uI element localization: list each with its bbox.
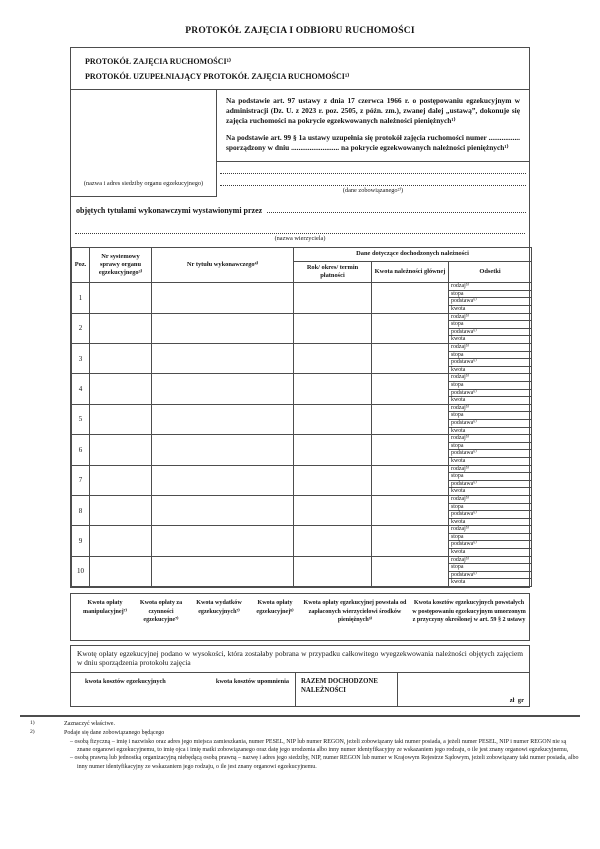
claim-row <box>72 465 532 473</box>
col-header-kwota-glowna: Kwota należności głównej <box>372 261 449 283</box>
currency-label: zł gr <box>509 696 524 704</box>
interest-subrow-label: stopa <box>449 382 532 390</box>
fee-label-6: Kwota kosztów egzekucyjnych powstałych w postępowaniu egzekucyjnym umorzonym z przyczyny określonej w art. 59 § 2 ustawy <box>412 600 526 624</box>
reminder-costs-label: kwota kosztów upomnienia <box>215 677 289 685</box>
interest-subrow-label: podstawa⁶⁾ <box>449 298 532 306</box>
claim-cell-kwota-glowna <box>372 344 449 374</box>
claim-cell-rok-okres <box>294 283 372 313</box>
claim-cell-rok-okres <box>294 526 372 556</box>
interest-subrow-label: kwota <box>449 427 532 435</box>
fees-box <box>70 593 530 641</box>
claim-cell-nr-tytulu <box>152 556 294 586</box>
interest-subrow-label: rodzaj⁵⁾ <box>449 435 532 443</box>
col-header-poz: Poz. <box>72 248 90 283</box>
legal-and-debtor-cell <box>217 90 529 197</box>
interest-subrow-label: stopa <box>449 533 532 541</box>
claims-table-body <box>72 283 532 587</box>
claim-cell-nr-tytulu <box>152 465 294 495</box>
interest-subrow-label: kwota <box>449 457 532 465</box>
interest-subrow-label: podstawa⁶⁾ <box>449 571 532 579</box>
costs-labels-cell <box>71 673 295 706</box>
footnote-number: 1) <box>30 719 35 726</box>
executive-titles-label: objętych tytułami wykonawczymi wystawionymi przez <box>76 206 263 216</box>
total-claims-value-cell <box>398 673 529 706</box>
claim-row <box>72 344 532 352</box>
interest-subrow-label: rodzaj⁵⁾ <box>449 374 532 382</box>
document-title: PROTOKÓŁ ZAJĘCIA I ODBIORU RUCHOMOŚCI <box>185 26 415 36</box>
claim-cell-kwota-glowna <box>372 495 449 525</box>
fee-label-1: Kwota opłaty manipulacyjnej⁷⁾ <box>83 600 127 615</box>
interest-subrow-label: rodzaj⁵⁾ <box>449 465 532 473</box>
claims-table-header <box>72 248 532 283</box>
interest-subrow-label: podstawa⁶⁾ <box>449 450 532 458</box>
footnote-number: 2) <box>30 729 35 736</box>
executive-titles-line <box>74 206 526 215</box>
interest-subrow-label: kwota <box>449 397 532 405</box>
fee-amount-note: Kwotę opłaty egzekucyjnej podano w wysokości, która zostałaby pobrana w przypadku całkowitego wyegzekwowania należności objętych zajęciem w dniu sporządzenia protokołu zajęcia <box>71 646 529 673</box>
claim-row <box>72 374 532 382</box>
claim-position-number: 3 <box>72 344 90 374</box>
claim-cell-rok-okres <box>294 465 372 495</box>
claim-position-number: 9 <box>72 526 90 556</box>
claim-cell-nr-tytulu <box>152 404 294 434</box>
claim-cell-kwota-glowna <box>372 404 449 434</box>
claim-cell-kwota-glowna <box>372 435 449 465</box>
interest-subrow-label: podstawa⁶⁾ <box>449 359 532 367</box>
footnote-separator <box>20 715 580 717</box>
protocol-option-2: PROTOKÓŁ UZUPEŁNIAJĄCY PROTOKÓŁ ZAJĘCIA RUCHOMOŚCI¹⁾ <box>85 72 350 82</box>
legal-paragraph-2: Na podstawie art. 99 § 1a ustawy uzupełnia się protokół zajęcia ruchomości numer ................. sporządzony w dniu .......................... na pokrycie egzekwowanych należności pieniężnych¹⁾ <box>226 133 520 153</box>
claim-cell-rok-okres <box>294 404 372 434</box>
footnote-list-item: – osobą prawną lub jednostką organizacyjną niebędącą osobą prawną – nazwę i adres jego siedziby, NIP, numer REGON lub numer w Krajowym Rejestrze Sądowym, jeżeli zobowiązany taki numer posiada, albo inny numer identyfikacyjny ze wskazaniem jego rodzaju, o ile jest znany organowi egzekucyjnemu. <box>70 755 579 770</box>
claim-cell-nr-systemowy <box>90 374 152 404</box>
interest-subrow-label: rodzaj⁵⁾ <box>449 404 532 412</box>
legal-basis-box <box>217 90 529 162</box>
claims-table <box>71 247 532 587</box>
claim-position-number: 2 <box>72 313 90 343</box>
claim-row <box>72 556 532 564</box>
claim-row <box>72 495 532 503</box>
claim-position-number: 5 <box>72 404 90 434</box>
footnote-text: Zaznaczyć właściwe. <box>64 720 115 727</box>
interest-subrow-label: stopa <box>449 321 532 329</box>
interest-subrow-label: stopa <box>449 290 532 298</box>
interest-subrow-label: podstawa⁶⁾ <box>449 480 532 488</box>
interest-subrow-label: kwota <box>449 366 532 374</box>
claim-cell-nr-systemowy <box>90 526 152 556</box>
protocol-option-1: PROTOKÓŁ ZAJĘCIA RUCHOMOŚCI¹⁾ <box>85 57 232 66</box>
claim-cell-kwota-glowna <box>372 526 449 556</box>
form-outer-box <box>70 47 530 588</box>
interest-subrow-label: rodzaj⁵⁾ <box>449 283 532 291</box>
fee-label-2: Kwota opłaty za czynności egzekucyjne⁷⁾ <box>139 600 183 624</box>
interest-subrow-label: rodzaj⁵⁾ <box>449 313 532 321</box>
claim-cell-rok-okres <box>294 374 372 404</box>
claim-cell-nr-tytulu <box>152 344 294 374</box>
organ-cell <box>71 90 217 197</box>
claim-cell-rok-okres <box>294 556 372 586</box>
interest-subrow-label: rodzaj⁵⁾ <box>449 526 532 534</box>
claim-cell-nr-tytulu <box>152 435 294 465</box>
creditor-fill-line <box>75 215 525 234</box>
claim-cell-nr-systemowy <box>90 435 152 465</box>
claim-position-number: 8 <box>72 495 90 525</box>
claim-row <box>72 435 532 443</box>
footnote-list-item: – osobą fizyczną – imię i nazwisko oraz adres jego miejsca zamieszkania, numer PESEL, NIP lub numer REGON, jeżeli zobowiązany taki numer posiada, a jeżeli numer PESEL, NIP i numer REGON nie są znane organowi egzekucyjnemu, to imię ojca i imię matki zobowiązanego oraz datę jego urodzenia albo inny numer identyfikacyjny ze wskazaniem jego rodzaju, o ile jest znany organowi egzekucyjnemu, <box>70 738 569 754</box>
claim-cell-nr-tytulu <box>152 495 294 525</box>
claim-position-number: 4 <box>72 374 90 404</box>
interest-subrow-label: kwota <box>449 549 532 557</box>
claim-cell-rok-okres <box>294 344 372 374</box>
claim-cell-nr-systemowy <box>90 283 152 313</box>
debtor-fill-line-2 <box>220 174 526 186</box>
interest-subrow-label: stopa <box>449 503 532 511</box>
interest-subrow-label: stopa <box>449 412 532 420</box>
interest-subrow-label: rodzaj⁵⁾ <box>449 344 532 352</box>
claim-position-number: 6 <box>72 435 90 465</box>
col-header-nr-systemowy: Nr systemowy sprawy organu egzekucyjnego³⁾ <box>90 248 152 283</box>
claim-position-number: 7 <box>72 465 90 495</box>
interest-subrow-label: stopa <box>449 351 532 359</box>
executive-titles-fill-line <box>267 206 526 213</box>
debtor-label: (dane zobowiązanego²⁾) <box>342 187 404 195</box>
claim-cell-nr-tytulu <box>152 283 294 313</box>
interest-subrow-label: stopa <box>449 473 532 481</box>
interest-subrow-label: kwota <box>449 336 532 344</box>
organ-label: (nazwa i adres siedziby organu egzekucyjnego) <box>83 180 204 188</box>
claim-cell-kwota-glowna <box>372 556 449 586</box>
claim-row <box>72 283 532 291</box>
interest-subrow-label: podstawa⁶⁾ <box>449 541 532 549</box>
claim-cell-nr-systemowy <box>90 556 152 586</box>
footnotes <box>30 720 580 771</box>
claim-cell-rok-okres <box>294 313 372 343</box>
footnote-text: Podaje się dane zobowiązanego będącego – osobą fizyczną – imię i nazwisko oraz adres jego miejsca zamieszkania, numer PESEL, NIP lub numer REGON, jeżeli zobowiązany taki numer posiada, a jeżeli numer PESEL, NIP i numer REGON nie są znane organowi egzekucyjnemu, to imię ojca i imię matki zobowiązanego oraz datę jego urodzenia albo inny numer identyfikacyjny ze wskazaniem jego rodzaju, o ile jest znany organowi egzekucyjnemu, – osobą prawną lub jednostką organizacyjną niebędącą osobą prawną – nazwę i adres jego siedziby, NIP, numer REGON lub numer w Krajowym Rejestrze Sądowym, jeżeli zobowiązany taki numer posiada, albo inny numer identyfikacyjny ze wskazaniem jego rodzaju, o ile jest znany organowi egzekucyjnemu. <box>64 730 579 770</box>
creditor-section <box>71 197 529 244</box>
claim-cell-nr-systemowy <box>90 344 152 374</box>
total-claims-row <box>71 673 529 706</box>
organ-and-legal-row <box>71 90 529 197</box>
col-header-rok-okres: Rok/ okres/ termin płatności <box>294 261 372 283</box>
claim-row <box>72 313 532 321</box>
interest-subrow-label: kwota <box>449 579 532 587</box>
claim-cell-nr-systemowy <box>90 495 152 525</box>
fee-label-5: Kwota opłaty egzekucyjnej powstała od zapłaconych wierzycielowi środków pieniężnych⁹⁾ <box>303 600 407 624</box>
claim-cell-nr-tytulu <box>152 374 294 404</box>
fee-label-3: Kwota wydatków egzekucyjnych⁷⁾ <box>196 600 242 615</box>
claim-cell-kwota-glowna <box>372 283 449 313</box>
claim-position-number: 10 <box>72 556 90 586</box>
claim-row <box>72 526 532 534</box>
summary-box <box>70 645 530 707</box>
fee-label-4: Kwota opłaty egzekucyjnej⁸⁾ <box>256 600 294 615</box>
claim-row <box>72 404 532 412</box>
debtor-fill-line-1 <box>220 162 526 174</box>
interest-subrow-label: stopa <box>449 564 532 572</box>
claim-cell-nr-systemowy <box>90 465 152 495</box>
claim-cell-nr-systemowy <box>90 313 152 343</box>
footnote-1 <box>30 720 580 728</box>
interest-subrow-label: podstawa⁶⁾ <box>449 511 532 519</box>
col-header-odsetki: Odsetki <box>449 261 532 283</box>
claim-cell-nr-tytulu <box>152 313 294 343</box>
total-claims-label: RAZEM DOCHODZONE NALEŻNOŚCI <box>295 673 398 706</box>
interest-subrow-label: kwota <box>449 306 532 314</box>
interest-subrow-label: rodzaj⁵⁾ <box>449 556 532 564</box>
footnote-2 <box>30 729 580 771</box>
claim-position-number: 1 <box>72 283 90 313</box>
interest-subrow-label: kwota <box>449 488 532 496</box>
claim-cell-kwota-glowna <box>372 374 449 404</box>
claim-cell-kwota-glowna <box>372 465 449 495</box>
claim-cell-kwota-glowna <box>372 313 449 343</box>
col-header-nr-tytulu: Nr tytułu wykonawczego⁴⁾ <box>152 248 294 283</box>
interest-subrow-label: rodzaj⁵⁾ <box>449 495 532 503</box>
legal-paragraph-1: Na podstawie art. 97 ustawy z dnia 17 czerwca 1966 r. o postępowaniu egzekucyjnym w administracji (Dz. U. z 2023 r. poz. 2505, z późn. zm.), zwanej dalej „ustawą”, dokonuje się zajęcia ruchomości na pokrycie egzekwowanych należności pieniężnych¹⁾ <box>226 96 520 126</box>
claim-cell-rok-okres <box>294 435 372 465</box>
execution-costs-label: kwota kosztów egzekucyjnych <box>85 677 166 685</box>
col-header-group-naleznosci: Dane dotyczące dochodzonych należności <box>294 248 532 261</box>
creditor-label: (nazwa wierzyciela) <box>274 235 326 243</box>
interest-subrow-label: podstawa⁶⁾ <box>449 419 532 427</box>
protocol-type-box <box>71 48 529 90</box>
claim-cell-rok-okres <box>294 495 372 525</box>
interest-subrow-label: stopa <box>449 442 532 450</box>
interest-subrow-label: kwota <box>449 518 532 526</box>
interest-subrow-label: podstawa⁶⁾ <box>449 389 532 397</box>
debtor-fill-area <box>217 162 529 197</box>
claim-cell-nr-systemowy <box>90 404 152 434</box>
interest-subrow-label: podstawa⁶⁾ <box>449 328 532 336</box>
claim-cell-nr-tytulu <box>152 526 294 556</box>
